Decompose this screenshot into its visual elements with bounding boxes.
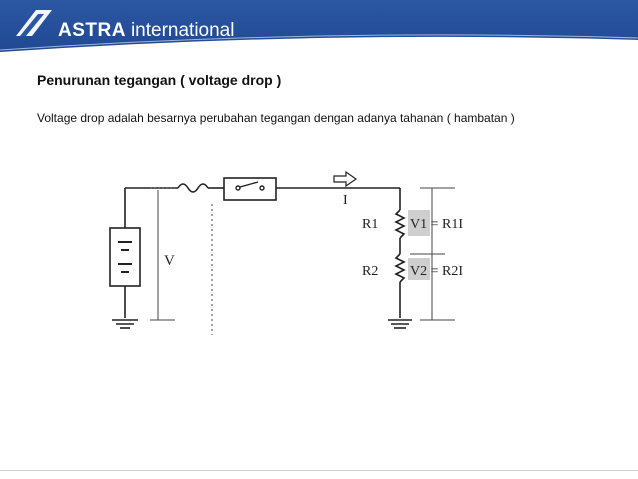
brand-name-bold: ASTRA [58,20,126,41]
header-banner [0,0,638,62]
footer-divider [0,470,638,471]
label-r2: R2 [362,264,379,279]
brand-name [58,20,234,42]
label-r1: R1 [362,217,379,232]
brand-name-light: international [130,20,235,41]
slide-description: Voltage drop adalah besarnya perubahan tegangan dengan adanya tahanan ( hambatan ) [37,111,515,125]
slide-title: Penurunan tegangan ( voltage drop ) [37,72,282,88]
voltage-drop-circuit-diagram [100,160,490,350]
equation-v1: V1 = R1I [410,217,464,232]
astra-logo-icon [14,8,54,38]
equation-v2: V2 = R2I [410,264,464,279]
label-v: V [164,253,175,269]
label-i: I [343,193,348,208]
